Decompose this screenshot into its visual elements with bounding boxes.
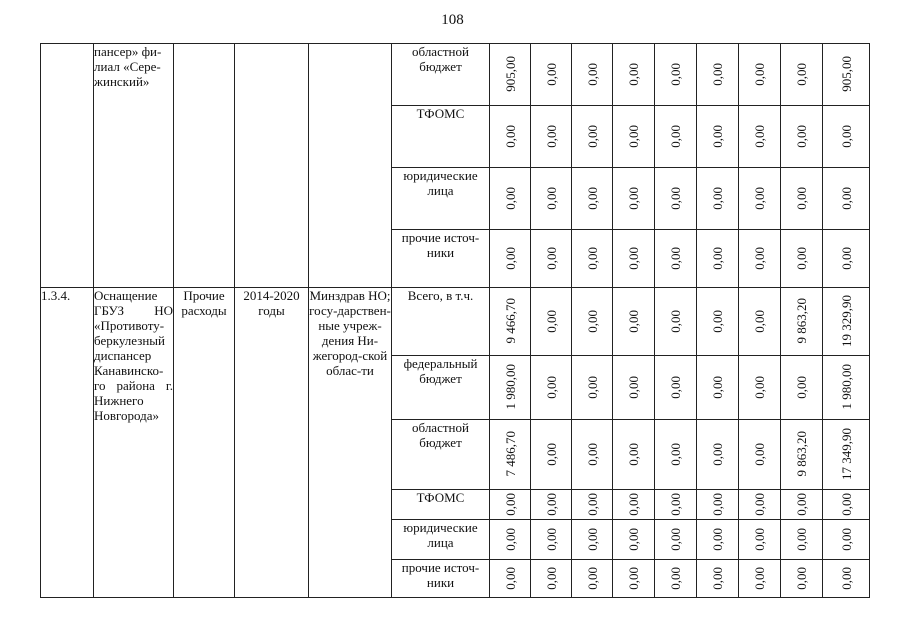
value-text: 0,00: [794, 527, 809, 551]
value-text: 0,00: [543, 492, 559, 516]
value-cell: [697, 560, 739, 598]
value-cell: [531, 520, 572, 560]
value-cell: [655, 168, 697, 230]
value-cell: [697, 230, 739, 288]
value-text: 0,00: [752, 186, 767, 210]
value-text: 0,00: [838, 124, 854, 148]
value-text: 0,00: [626, 527, 641, 551]
value-cell: [655, 288, 697, 356]
value-text: 0,00: [838, 566, 854, 590]
value-cell: [613, 44, 655, 106]
value-cell: [823, 520, 870, 560]
value-text: 0,00: [543, 442, 559, 466]
value-cell: [655, 356, 697, 420]
value-cell: [613, 106, 655, 168]
executor: [309, 44, 392, 288]
funding-source: областной бюджет: [392, 420, 490, 490]
value-cell: [613, 520, 655, 560]
value-cell: [823, 230, 870, 288]
value-text: 0,00: [752, 309, 767, 333]
value-cell: [490, 520, 531, 560]
value-cell: [613, 490, 655, 520]
value-cell: [531, 490, 572, 520]
value-cell: [613, 420, 655, 490]
value-text: 0,00: [584, 124, 600, 148]
value-text: 0,00: [584, 442, 600, 466]
value-cell: [697, 288, 739, 356]
value-cell: [655, 106, 697, 168]
value-cell: [490, 106, 531, 168]
value-cell: [697, 106, 739, 168]
value-text: 1 980,00: [838, 364, 854, 410]
value-text: 0,00: [710, 527, 725, 551]
value-cell: [781, 520, 823, 560]
value-text: 0,00: [543, 186, 559, 210]
value-cell: [697, 168, 739, 230]
value-text: 9 466,70: [502, 298, 518, 344]
value-cell: [781, 44, 823, 106]
value-text: 0,00: [752, 124, 767, 148]
funding-source: прочие источ-ники: [392, 560, 490, 598]
funding-source: юридические лица: [392, 520, 490, 560]
value-text: 0,00: [543, 309, 559, 333]
value-cell: [613, 560, 655, 598]
item-name: Оснащение ГБУЗ НО «Противоту-беркулезный диспансер Канавинско-го района г. Нижнего Новгорода»: [94, 288, 174, 598]
value-text: 0,00: [502, 186, 518, 210]
executor: Минздрав НО; госу-дарствен-ные учреж-дения Ни-жегород-ской облас-ти: [309, 288, 392, 598]
funding-source: прочие источ-ники: [392, 230, 490, 288]
value-text: 0,00: [584, 246, 600, 270]
value-text: 0,00: [752, 442, 767, 466]
value-text: 0,00: [752, 246, 767, 270]
value-text: 0,00: [543, 124, 559, 148]
value-text: 0,00: [626, 246, 641, 270]
value-cell: [572, 520, 613, 560]
value-text: 0,00: [794, 124, 809, 148]
value-cell: [823, 356, 870, 420]
value-cell: [531, 44, 572, 106]
value-cell: [490, 44, 531, 106]
value-cell: [572, 490, 613, 520]
value-text: 0,00: [502, 527, 518, 551]
value-cell: [739, 106, 781, 168]
value-text: 0,00: [626, 186, 641, 210]
value-cell: [781, 356, 823, 420]
value-cell: [572, 420, 613, 490]
funding-source: федеральный бюджет: [392, 356, 490, 420]
value-cell: [490, 230, 531, 288]
item-name: пансер» фи- лиал «Сере- жинский»: [94, 44, 174, 288]
value-text: 0,00: [752, 492, 767, 516]
value-cell: [490, 420, 531, 490]
value-text: 0,00: [794, 62, 809, 86]
value-cell: [697, 490, 739, 520]
value-text: 0,00: [668, 246, 683, 270]
value-text: 0,00: [794, 375, 809, 399]
period: 2014-2020 годы: [235, 288, 309, 598]
value-text: 9 863,20: [794, 431, 809, 477]
value-text: 0,00: [794, 246, 809, 270]
value-text: 0,00: [838, 186, 854, 210]
value-cell: [697, 44, 739, 106]
value-cell: [613, 356, 655, 420]
value-text: 0,00: [710, 246, 725, 270]
value-cell: [739, 420, 781, 490]
value-text: 0,00: [668, 186, 683, 210]
value-cell: [739, 490, 781, 520]
value-cell: [572, 288, 613, 356]
value-text: 0,00: [668, 566, 683, 590]
value-cell: [531, 230, 572, 288]
value-text: 0,00: [710, 566, 725, 590]
value-text: 0,00: [543, 527, 559, 551]
value-cell: [739, 520, 781, 560]
value-cell: [781, 288, 823, 356]
value-text: 0,00: [543, 62, 559, 86]
value-cell: [490, 288, 531, 356]
value-cell: [781, 560, 823, 598]
value-text: 0,00: [752, 566, 767, 590]
value-text: 0,00: [584, 492, 600, 516]
value-text: 0,00: [626, 62, 641, 86]
value-text: 0,00: [584, 62, 600, 86]
funding-source: Всего, в т.ч.: [392, 288, 490, 356]
value-cell: [739, 44, 781, 106]
value-text: 0,00: [626, 566, 641, 590]
value-text: 0,00: [668, 62, 683, 86]
budget-table: [40, 43, 870, 598]
item-number: 1.3.4.: [41, 288, 94, 598]
value-text: 0,00: [668, 492, 683, 516]
funding-source: областной бюджет: [392, 44, 490, 106]
value-text: 19 329,90: [838, 295, 854, 347]
value-text: 0,00: [838, 492, 854, 516]
expense-type: Прочие расходы: [174, 288, 235, 598]
period: [235, 44, 309, 288]
value-text: 0,00: [584, 309, 600, 333]
value-cell: [490, 356, 531, 420]
funding-source: ТФОМС: [392, 106, 490, 168]
value-cell: [572, 44, 613, 106]
value-text: 0,00: [502, 124, 518, 148]
value-cell: [572, 168, 613, 230]
value-text: 0,00: [626, 309, 641, 333]
value-text: 0,00: [710, 442, 725, 466]
value-cell: [697, 520, 739, 560]
value-cell: [531, 560, 572, 598]
value-cell: [613, 288, 655, 356]
value-text: 0,00: [584, 527, 600, 551]
value-text: 0,00: [668, 527, 683, 551]
value-cell: [531, 356, 572, 420]
value-cell: [739, 168, 781, 230]
value-cell: [655, 490, 697, 520]
expense-type: [174, 44, 235, 288]
value-cell: [572, 560, 613, 598]
value-text: 0,00: [626, 492, 641, 516]
value-cell: [697, 420, 739, 490]
value-text: 0,00: [502, 566, 518, 590]
value-cell: [781, 106, 823, 168]
value-cell: [739, 288, 781, 356]
value-text: 0,00: [752, 527, 767, 551]
table-row: [41, 44, 870, 106]
value-text: 0,00: [502, 246, 518, 270]
value-cell: [531, 420, 572, 490]
value-text: 0,00: [752, 375, 767, 399]
value-text: 7 486,70: [502, 431, 518, 477]
value-text: 0,00: [838, 246, 854, 270]
value-text: 0,00: [543, 375, 559, 399]
value-cell: [490, 168, 531, 230]
value-cell: [655, 520, 697, 560]
value-text: 0,00: [502, 492, 518, 516]
value-text: 0,00: [668, 442, 683, 466]
value-cell: [531, 168, 572, 230]
value-text: 9 863,20: [794, 298, 809, 344]
value-text: 0,00: [794, 492, 809, 516]
value-cell: [655, 230, 697, 288]
value-cell: [613, 230, 655, 288]
value-text: 17 349,90: [838, 428, 854, 480]
value-cell: [823, 420, 870, 490]
value-text: 0,00: [838, 527, 854, 551]
value-text: 0,00: [584, 375, 600, 399]
value-cell: [572, 356, 613, 420]
value-text: 0,00: [626, 442, 641, 466]
value-text: 0,00: [668, 124, 683, 148]
value-text: 0,00: [584, 566, 600, 590]
value-cell: [781, 230, 823, 288]
value-cell: [613, 168, 655, 230]
value-cell: [823, 560, 870, 598]
funding-source: ТФОМС: [392, 490, 490, 520]
value-text: 0,00: [794, 566, 809, 590]
value-cell: [572, 106, 613, 168]
page-number: 108: [441, 12, 464, 28]
value-text: 0,00: [752, 62, 767, 86]
value-cell: [531, 288, 572, 356]
value-text: 0,00: [710, 124, 725, 148]
value-text: 0,00: [668, 309, 683, 333]
value-cell: [531, 106, 572, 168]
value-cell: [739, 230, 781, 288]
funding-source: юридические лица: [392, 168, 490, 230]
value-text: 0,00: [710, 375, 725, 399]
value-text: 0,00: [626, 124, 641, 148]
value-cell: [697, 356, 739, 420]
value-text: 0,00: [794, 186, 809, 210]
value-cell: [823, 288, 870, 356]
value-text: 1 980,00: [502, 364, 518, 410]
value-text: 0,00: [710, 309, 725, 333]
value-cell: [823, 490, 870, 520]
value-cell: [823, 44, 870, 106]
value-text: 0,00: [543, 246, 559, 270]
value-text: 905,00: [502, 56, 518, 92]
value-text: 0,00: [543, 566, 559, 590]
value-text: 0,00: [584, 186, 600, 210]
value-cell: [781, 420, 823, 490]
value-cell: [781, 168, 823, 230]
value-cell: [655, 44, 697, 106]
value-text: 0,00: [710, 186, 725, 210]
value-cell: [572, 230, 613, 288]
value-text: 0,00: [710, 492, 725, 516]
item-number: [41, 44, 94, 288]
value-cell: [490, 490, 531, 520]
value-text: 905,00: [838, 56, 854, 92]
value-cell: [823, 106, 870, 168]
value-cell: [490, 560, 531, 598]
value-cell: [739, 560, 781, 598]
value-text: 0,00: [710, 62, 725, 86]
value-cell: [823, 168, 870, 230]
value-cell: [655, 560, 697, 598]
value-text: 0,00: [626, 375, 641, 399]
value-cell: [739, 356, 781, 420]
value-cell: [781, 490, 823, 520]
table-row: [41, 288, 870, 356]
value-cell: [655, 420, 697, 490]
value-text: 0,00: [668, 375, 683, 399]
